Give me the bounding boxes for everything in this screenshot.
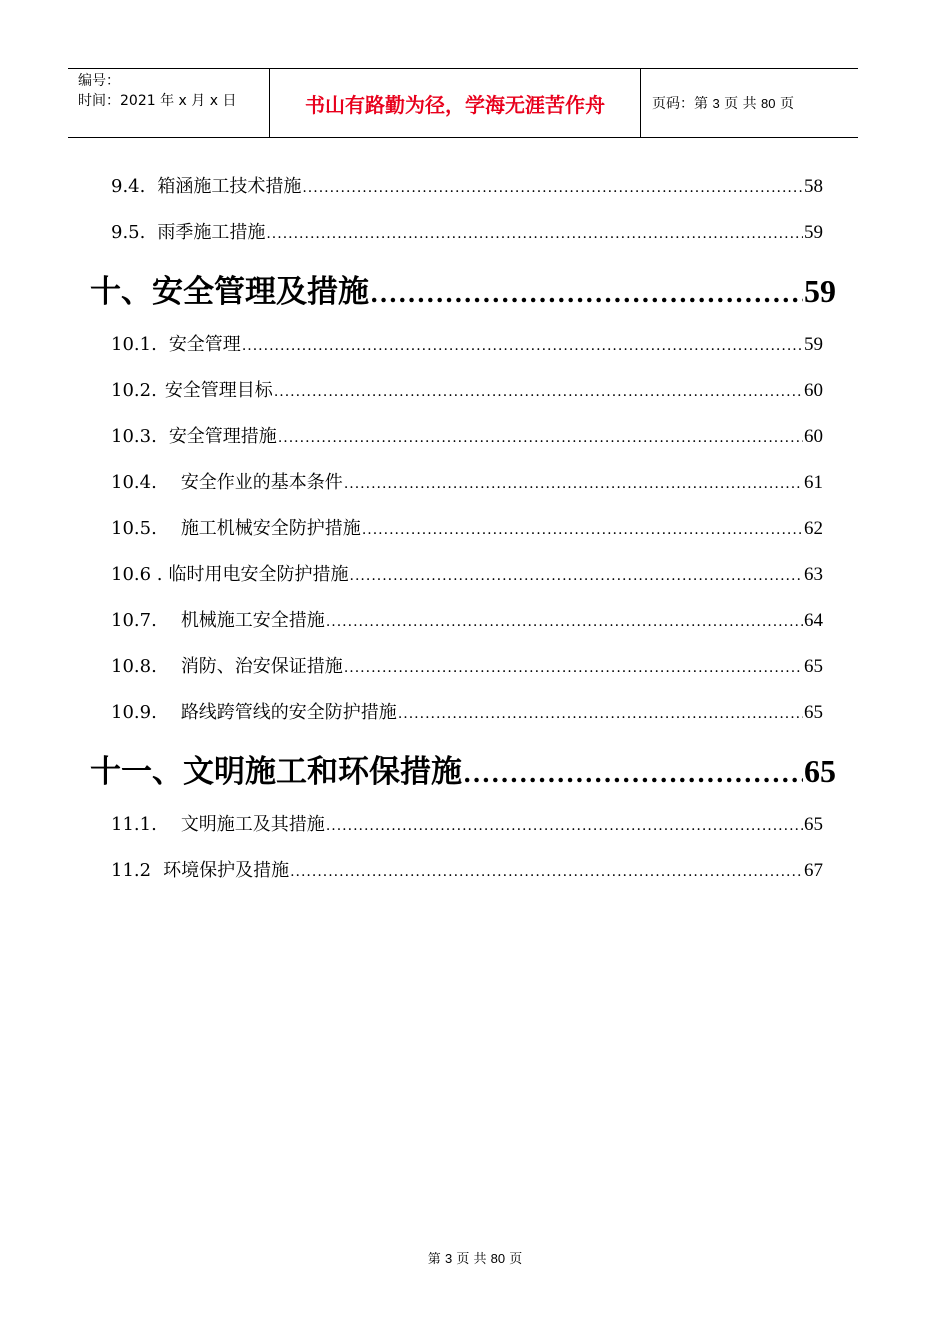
toc-entry-page: 65 — [804, 656, 823, 677]
toc-leader — [266, 226, 803, 242]
toc-entry[interactable] — [111, 652, 823, 678]
toc-leader — [326, 614, 803, 630]
toc-leader — [344, 476, 803, 492]
toc-entry-title: 箱涵施工技术措施 — [157, 176, 302, 197]
toc-leader — [370, 279, 803, 308]
page-suffix: 页 — [779, 96, 794, 112]
header-page-info — [652, 93, 794, 113]
toc-entry-number: 10.7. — [111, 610, 157, 631]
page-prefix: 页码：第 — [652, 96, 708, 112]
toc-entry-number: 9.4. — [111, 176, 146, 197]
toc-entry-page: 60 — [804, 380, 823, 401]
toc-entry-number: 10.1. — [111, 334, 157, 355]
toc-chapter[interactable] — [90, 266, 836, 311]
header-motto: 书山有路勤为径，学海无涯苦作舟 — [305, 92, 605, 117]
toc-entry-title: 安全作业的基本条件 — [180, 472, 343, 493]
page-current: 3 — [712, 96, 720, 111]
toc-entry-page: 65 — [804, 814, 823, 835]
toc-chapter-title: 十、安全管理及措施 — [90, 274, 369, 310]
toc-leader — [398, 706, 803, 722]
toc-entry-page: 60 — [804, 426, 823, 447]
toc-entry-title: 安全管理措施 — [168, 426, 277, 447]
toc-entry-number: 11.2 — [111, 860, 152, 881]
toc-leader — [242, 338, 803, 354]
page-mid: 页 共 — [724, 96, 757, 112]
toc-leader — [463, 759, 803, 788]
toc-entry-page: 58 — [804, 176, 823, 197]
footer-prefix: 第 — [427, 1252, 441, 1267]
toc-entry[interactable] — [111, 514, 823, 540]
toc-entry-title: 机械施工安全措施 — [180, 610, 325, 631]
page-total: 80 — [761, 96, 776, 111]
toc-entry[interactable] — [111, 560, 823, 586]
page-header — [68, 68, 858, 138]
toc-entry-number: 10.8. — [111, 656, 157, 677]
toc-chapter[interactable] — [90, 746, 836, 791]
footer-current: 3 — [444, 1251, 453, 1266]
toc-entry[interactable] — [111, 376, 823, 402]
toc-leader — [344, 660, 803, 676]
toc-entry[interactable] — [111, 856, 823, 882]
toc-entry-page: 67 — [804, 860, 823, 881]
toc-entry[interactable] — [111, 330, 823, 356]
toc-leader — [350, 568, 803, 584]
toc-entry[interactable] — [111, 468, 823, 494]
toc-entry-title: 临时用电安全防护措施 — [168, 564, 349, 585]
toc-entry-page: 62 — [804, 518, 823, 539]
footer-mid: 页 共 — [456, 1252, 487, 1267]
toc-entry-page: 59 — [804, 334, 823, 355]
toc-entry[interactable] — [111, 218, 823, 244]
toc-leader — [326, 818, 803, 834]
toc-leader — [274, 384, 803, 400]
toc-entry-title: 路线跨管线的安全防护措施 — [180, 702, 397, 723]
toc-leader — [362, 522, 803, 538]
toc-entry-page: 59 — [804, 222, 823, 243]
toc-entry[interactable] — [111, 810, 823, 836]
code-label: 编号： — [78, 73, 120, 89]
toc-entry-number: 10.3. — [111, 426, 157, 447]
toc-entry-number: 10.4. — [111, 472, 157, 493]
footer-suffix: 页 — [509, 1252, 523, 1267]
toc-chapter-page: 65 — [804, 753, 836, 789]
toc-entry-title: 环境保护及措施 — [163, 860, 290, 881]
toc-entry[interactable] — [111, 172, 823, 198]
toc-entry-number: 10.6 . — [111, 564, 163, 585]
toc-chapter-page: 59 — [804, 273, 836, 309]
footer-total: 80 — [490, 1251, 506, 1266]
toc-entry-title: 文明施工及其措施 — [180, 814, 325, 835]
toc-entry-page: 63 — [804, 564, 823, 585]
toc-entry-number: 9.5. — [111, 222, 146, 243]
toc-entry-title: 安全管理目标 — [164, 380, 273, 401]
toc-chapter-title: 十一、文明施工和环保措施 — [90, 754, 462, 790]
toc-entry-title: 安全管理 — [168, 334, 241, 355]
header-meta — [78, 71, 236, 111]
page-footer — [0, 1248, 950, 1267]
time-label: 时间：2021 年 x 月 x 日 — [78, 93, 237, 109]
toc-entry-number: 10.5. — [111, 518, 157, 539]
toc-entry-number: 10.9. — [111, 702, 157, 723]
toc-entry-page: 65 — [804, 702, 823, 723]
toc-entry-page: 61 — [804, 472, 823, 493]
toc-entry-number: 10.2. — [111, 380, 157, 401]
toc-leader — [290, 864, 803, 880]
toc-leader — [302, 180, 803, 196]
header-divider — [640, 69, 641, 137]
toc-leader — [278, 430, 803, 446]
toc-entry-title: 消防、治安保证措施 — [180, 656, 343, 677]
toc-entry[interactable] — [111, 698, 823, 724]
toc-entry[interactable] — [111, 422, 823, 448]
toc-entry-page: 64 — [804, 610, 823, 631]
toc-entry-title: 施工机械安全防护措施 — [180, 518, 361, 539]
toc-entry-number: 11.1. — [111, 814, 157, 835]
toc-entry[interactable] — [111, 606, 823, 632]
toc-entry-title: 雨季施工措施 — [157, 222, 266, 243]
